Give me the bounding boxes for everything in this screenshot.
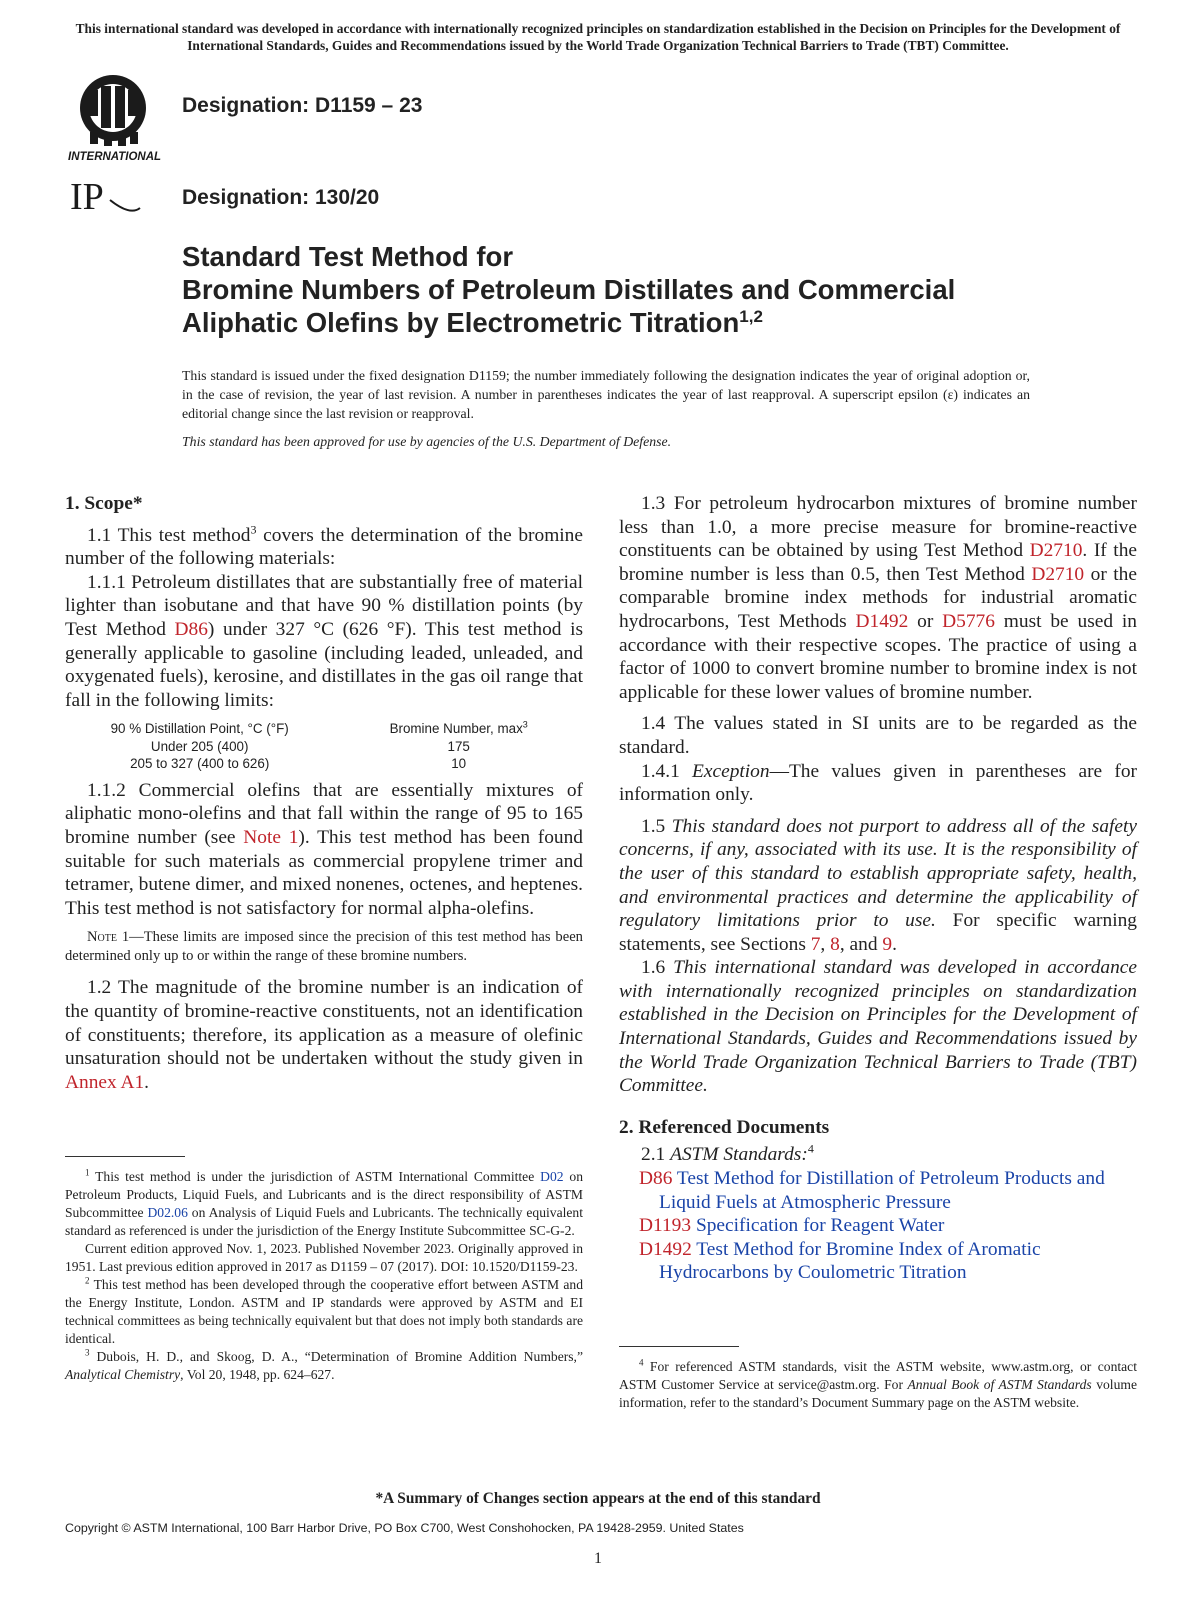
footnote-2: $^2$ This test method has been developed through the cooperative effort between ASTM and the Energy Institute, London. ASTM and IP standards were approved by ASTM and EI technical committees as being technically equivalent but that does not imply both standards are identical. bbox=[65, 1275, 583, 1346]
footnote-3: $^3$ Dubois, H. D., and Skoog, D. A., “Determination of Bromine Addition Numbers,” Analytical Chemistry, Vol 20, 1948, pp. 624–627. bbox=[65, 1347, 583, 1382]
paragraph-1-4: 1.4 The values stated in SI units are to be regarded as the standard. bbox=[619, 713, 1137, 758]
table-header-row bbox=[65, 720, 583, 738]
paragraph-1-4-1: 1.4.1 Exception—The values given in parentheses are for information only. bbox=[619, 760, 1137, 806]
paragraph-1-1: 1.1 This test method$^3$ covers the determination of the bromine number of the following materials: bbox=[65, 522, 583, 570]
title-line-2: Bromine Numbers of Petroleum Distillates and Commercial bbox=[182, 274, 956, 305]
link-d2710[interactable]: D2710 bbox=[1031, 563, 1085, 585]
left-column bbox=[65, 492, 583, 1094]
link-committee-d02[interactable]: D02 bbox=[540, 1169, 564, 1184]
paragraph-2-1: 2.1 ASTM Standards:$^4$ bbox=[641, 1141, 814, 1166]
designation-astm: Designation: D1159 – 23 bbox=[182, 94, 423, 117]
paragraph-1-6: 1.6 This international standard was developed in accordance with internationally recognized principles on standardization established in the Decision on Principles for the Development of International Standards, Guides and Recommendations issued by the World Trade Organization Technical Barriers to Trade (TBT) Committee. bbox=[619, 957, 1137, 1097]
table-cell-max: 10 bbox=[451, 756, 467, 772]
link-subcommittee-d02-06[interactable]: D02.06 bbox=[147, 1205, 188, 1220]
note-1: Note 1—These limits are imposed since the precision of this test method has been determined only up to or within the range of these bromine numbers. bbox=[65, 929, 583, 965]
footnotes-right bbox=[619, 1358, 1137, 1412]
link-d1492[interactable]: D1492 bbox=[855, 610, 909, 632]
document-title bbox=[182, 240, 1082, 339]
ip-logo bbox=[70, 176, 150, 216]
paragraph-1-1-1: 1.1.1 Petroleum distillates that are substantially free of material lighter than isobutane and that have 90 % distillation points (by Test Method D86) under 327 °C (626 °F). This test method is generally applicable to gasoline (including leaded, unleaded, and oxygenated fuels), kerosine, and distillates in the gas oil range that fall in the following limits: bbox=[65, 571, 584, 711]
paragraph-1-2: 1.2 The magnitude of the bromine number is an indication of the quantity of bromine-reactive constituents, not an identification of constituents; therefore, its application as a measure of olefinic unsaturation should not be undertaken without the study given in Annex A1. bbox=[65, 977, 583, 1093]
footnotes-left bbox=[65, 1168, 583, 1384]
copyright: Copyright © ASTM International, 100 Barr Harbor Drive, PO Box C700, West Conshohocken, PA 19428-2959. United States bbox=[65, 1521, 744, 1535]
table-cell-max: 175 bbox=[447, 738, 470, 754]
svg-text:IP: IP bbox=[70, 176, 104, 216]
link-d86[interactable]: D86 bbox=[174, 618, 208, 640]
designation-ip: Designation: 130/20 bbox=[182, 186, 380, 209]
reference-item[interactable]: D1193 Specification for Reagent Water bbox=[639, 1215, 945, 1237]
limits-table bbox=[65, 720, 583, 773]
reference-item[interactable]: D1492 Test Method for Bromine Index of Aromatic Hydrocarbons by Coulometric Titration bbox=[639, 1238, 1041, 1284]
title-line-1: Standard Test Method for bbox=[182, 241, 514, 272]
page-number: 1 bbox=[594, 1550, 602, 1567]
summary-of-changes-note: *A Summary of Changes section appears at the end of this standard bbox=[375, 1490, 821, 1507]
astm-logo-text: INTERNATIONAL bbox=[68, 151, 162, 163]
table-cell-range: Under 205 (400) bbox=[150, 738, 249, 754]
dod-approval-note: This standard has been approved for use by agencies of the U.S. Department of Defense. bbox=[182, 434, 672, 449]
link-note-1[interactable]: Note 1 bbox=[243, 827, 299, 849]
section-1-heading: 1. Scope* bbox=[65, 493, 143, 514]
link-d5776[interactable]: D5776 bbox=[942, 610, 995, 632]
paragraph-1-3: 1.3 For petroleum hydrocarbon mixtures of bromine number less than 1.0, a more precise measure for bromine-reactive constituents can be obtained by using Test Method D2710. If the bromine number is less than 0.5, then Test Method D2710 or the comparable bromine index methods for industrial aromatic hydrocarbons, Test Methods D1492 or D5776 must be used in accordance with their respective scopes. The practice of using a factor of 1000 to convert bromine number to bromine index is not applicable for these lower values of bromine number. bbox=[619, 493, 1137, 703]
title-line-3: Aliphatic Olefins by Electrometric Titration$^{1,2}$ bbox=[182, 306, 763, 338]
astm-logo bbox=[66, 72, 164, 168]
paragraph-1-5: 1.5 This standard does not purport to address all of the safety concerns, if any, associated with its use. It is the responsibility of the user of this standard to establish appropriate safety, health, and environmental practices and determine the applicability of regulatory limitations prior to use. For specific warning statements, see Sections 7, 8, and 9. bbox=[619, 815, 1137, 955]
table-header-bromine: Bromine Number, $\max^3$ bbox=[389, 719, 528, 737]
table-cell-range: 205 to 327 (400 to 626) bbox=[130, 756, 270, 772]
footnote-divider-left bbox=[65, 1156, 185, 1157]
table-row bbox=[65, 755, 583, 773]
table-row bbox=[65, 738, 583, 756]
link-section-9[interactable]: 9 bbox=[882, 933, 893, 955]
preamble: This standard is issued under the fixed designation D1159; the number immediately following the designation indicates the year of original adoption or, in the case of revision, the year of last revision. A number in parentheses indicates the year of last reapproval. A superscript epsilon (ε) indicates an editorial change since the last revision or reapproval. bbox=[182, 368, 1030, 421]
section-2-heading: 2. Referenced Documents bbox=[619, 1116, 830, 1138]
link-d2710[interactable]: D2710 bbox=[1029, 540, 1083, 562]
right-column bbox=[619, 492, 1137, 1285]
table-header-distillation: 90 % Distillation Point, °C (°F) bbox=[110, 721, 289, 737]
footnote-1: $^1$ This test method is under the jurisdiction of ASTM International Committee D02 on Petroleum Products, Liquid Fuels, and Lubricants and is the direct responsibility of ASTM Subcommittee D02.06 on Analysis of Liquid Fuels and Lubricants. The technically equivalent standard as referenced is under the jurisdiction of the Energy Institute Subcommittee SC-G-2. bbox=[65, 1167, 583, 1238]
title-footnote-refs: 1,2 bbox=[739, 306, 763, 326]
footnote-divider-right bbox=[619, 1346, 739, 1347]
paragraph-1-1-2: 1.1.2 Commercial olefins that are essentially mixtures of aliphatic mono-olefins and that fall within the range of 95 to 165 bromine number (see Note 1). This test method has been found suitable for such materials as commercial propylene trimer and tetramer, butene dimer, and mixed nonenes, octenes, and heptenes. This test method is not satisfactory for normal alpha-olefins. bbox=[65, 779, 583, 919]
footnote-ref-3[interactable]: 3 bbox=[250, 522, 257, 537]
reference-item[interactable]: D86 Test Method for Distillation of Petroleum Products and Liquid Fuels at Atmospheric Pressure bbox=[639, 1168, 1105, 1213]
link-section-8[interactable]: 8 bbox=[830, 933, 840, 955]
link-section-7[interactable]: 7 bbox=[810, 933, 821, 955]
edition-note: Current edition approved Nov. 1, 2023. Published November 2023. Originally approved in 1951. Last previous edition approved in 2017 as D1159 – 07 (2017). DOI: 10.1520/D1159-23. bbox=[65, 1241, 583, 1274]
link-annex-a1[interactable]: Annex A1 bbox=[65, 1071, 145, 1093]
header-notice: This international standard was developed in accordance with internationally recognized principles on standardization established in the Decision on Principles for the Development of International Standards, Guides and Recommendations issued by the World Trade Organization Technical Barriers to Trade (TBT) Committee. bbox=[75, 21, 1121, 53]
footnote-4: $^4$ For referenced ASTM standards, visit the ASTM website, www.astm.org, or contact ASTM Customer Service at service@astm.org. For Annual Book of ASTM Standards volume information, refer to the standard’s Document Summary page on the ASTM website. bbox=[619, 1357, 1137, 1410]
